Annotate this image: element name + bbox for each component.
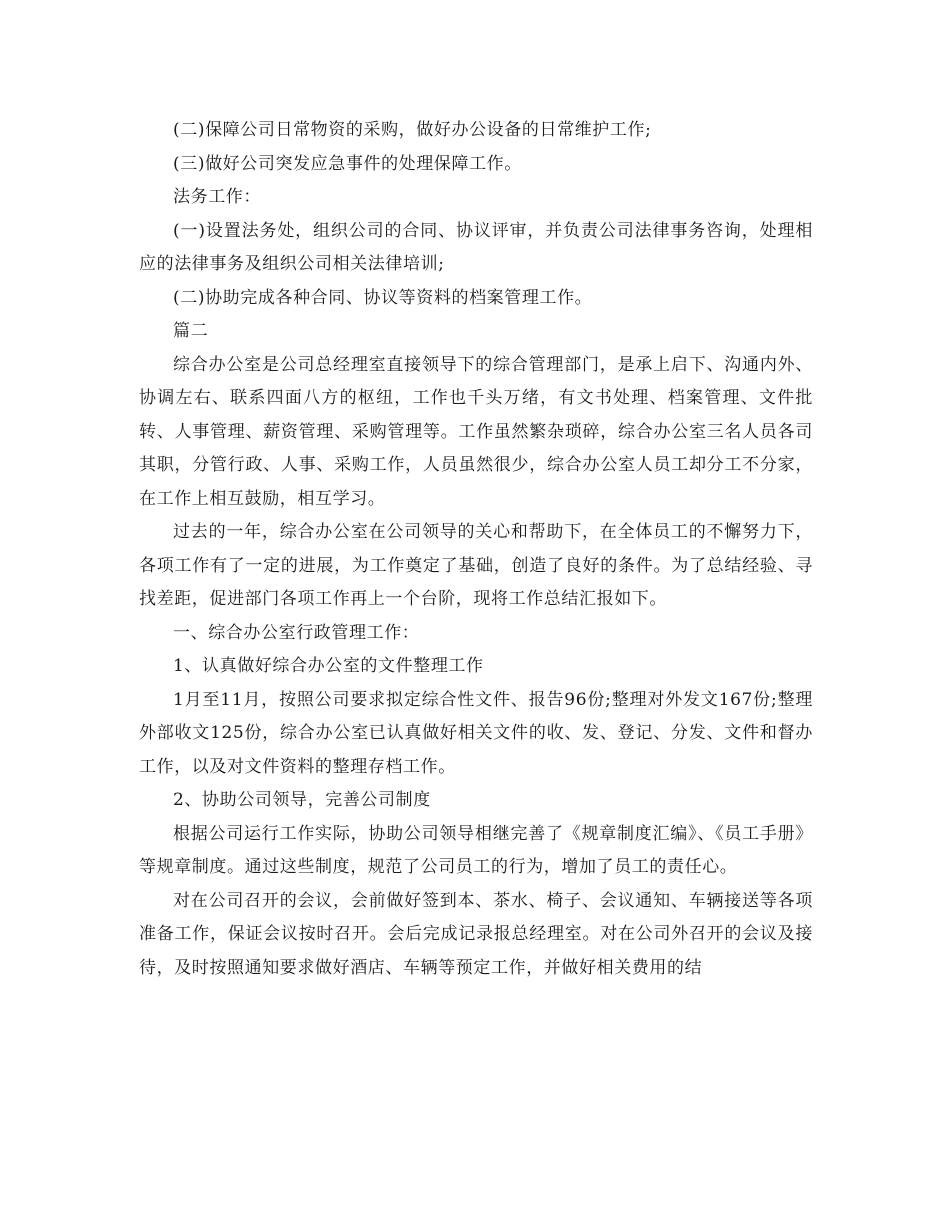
section-heading-part-two: 篇二 xyxy=(173,321,209,341)
paragraph-archive: (二)协助完成各种合同、协议等资料的档案管理工作。 xyxy=(173,287,593,308)
paragraph-past-year: 过去的一年，综合办公室在公司领导的关心和帮助下，在全体员工的不懈努力下，各项工作有了一定的进展，为工作奠定了基础，创造了良好的条件。为了总结经验、寻找差距，促进部门各项工作再上一个台阶，现将工作总结汇报如下。 xyxy=(139,522,813,609)
paragraph-procurement: (二)保障公司日常物资的采购，做好办公设备的日常维护工作; xyxy=(173,120,652,140)
paragraph-meetings: 对在公司召开的会议，会前做好签到本、茶水、椅子、会议通知、车辆接送等各项准备工作，保证会议按时召开。会后完成记录报总经理室。对在公司外召开的会议及接待，及时按照通知要求做好酒店、车辆等预定工作，并做好相关费用的结 xyxy=(139,890,813,978)
paragraph-emergency: (三)做好公司突发应急事件的处理保障工作。 xyxy=(173,153,522,174)
paragraph-legal-heading: 法务工作： xyxy=(173,187,261,207)
heading-admin-work: 一、综合办公室行政管理工作： xyxy=(173,622,420,643)
heading-file-work: 1、认真做好综合办公室的文件整理工作 xyxy=(173,656,484,676)
heading-rules: 2、协助公司领导，完善公司制度 xyxy=(173,790,431,810)
paragraph-legal-office: (一)设置法务处，组织公司的合同、协议评审，并负责公司法律事务咨询，处理相应的法律事务及组织公司相关法律培训; xyxy=(139,220,813,274)
paragraph-file-stats: 1月至11月，按照公司要求拟定综合性文件、报告96份;整理对外发文167份;整理外部收文125份，综合办公室已认真做好相关文件的收、发、登记、分发、文件和督办工作，以及对文件资料的整理存档工作。 xyxy=(139,689,813,777)
document-body xyxy=(139,114,813,985)
paragraph-office-intro: 综合办公室是公司总经理室直接领导下的综合管理部门，是承上启下、沟通内外、协调左右、联系四面八方的枢纽，工作也千头万绪，有文书处理、档案管理、文件批转、人事管理、薪资管理、采购管理等。工作虽然繁杂琐碎，综合办公室三名人员各司其职，分管行政、人事、采购工作，人员虽然很少，综合办公室人员工却分工不分家，在工作上相互鼓励，相互学习。 xyxy=(139,354,813,509)
paragraph-rules: 根据公司运行工作实际，协助公司领导相继完善了《规章制度汇编》、《员工手册》等规章制度。通过这些制度，规范了公司员工的行为，增加了员工的责任心。 xyxy=(139,823,813,877)
